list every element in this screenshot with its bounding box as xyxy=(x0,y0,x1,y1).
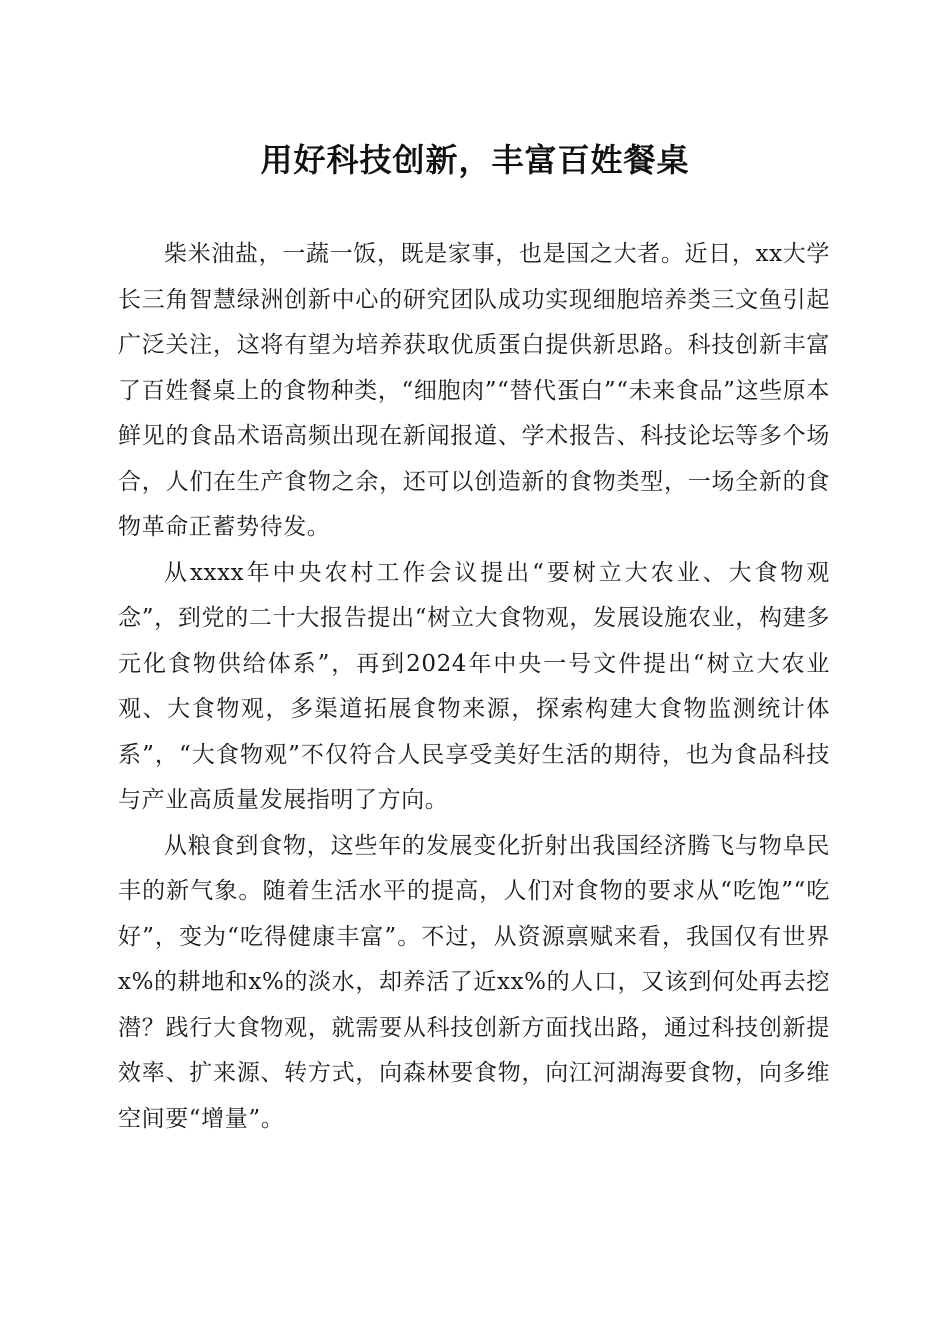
paragraph: 从xxxx年中央农村工作会议提出“要树立大农业、大食物观念”，到党的二十大报告提出“树立大食物观，发展设施农业，构建多元化食物供给体系”，再到2024年中央一号文件提出“树立大农业观、大食物观，多渠道拓展食物来源，探索构建大食物监测统计体系”，“大食物观”不仅符合人民享受美好生活的期待，也为食品科技与产业高质量发展指明了方向。 xyxy=(118,559,830,813)
document-body xyxy=(118,232,830,1142)
paragraph: 从粮食到食物，这些年的发展变化折射出我国经济腾飞与物阜民丰的新气象。随着生活水平的提高，人们对食物的要求从“吃饱”“吃好”，变为“吃得健康丰富”。不过，从资源禀赋来看，我国仅有世界x%的耕地和x%的淡水，却养活了近xx%的人口，又该到何处再去挖潜？践行大食物观，就需要从科技创新方面找出路，通过科技创新提效率、扩来源、转方式，向森林要食物，向江河湖海要食物，向多维空间要“增量”。 xyxy=(118,832,830,1132)
paragraph: 柴米油盐，一蔬一饭，既是家事，也是国之大者。近日，xx大学长三角智慧绿洲创新中心的研究团队成功实现细胞培养类三文鱼引起广泛关注，这将有望为培养获取优质蛋白提供新思路。科技创新丰富了百姓餐桌上的食物种类，“细胞肉”“替代蛋白”“未来食品”这些原本鲜见的食品术语高频出现在新闻报道、学术报告、科技论坛等多个场合，人们在生产食物之余，还可以创造新的食物类型，一场全新的食物革命正蓄势待发。 xyxy=(118,241,830,540)
document-title: 用好科技创新，丰富百姓餐桌 xyxy=(260,141,690,179)
